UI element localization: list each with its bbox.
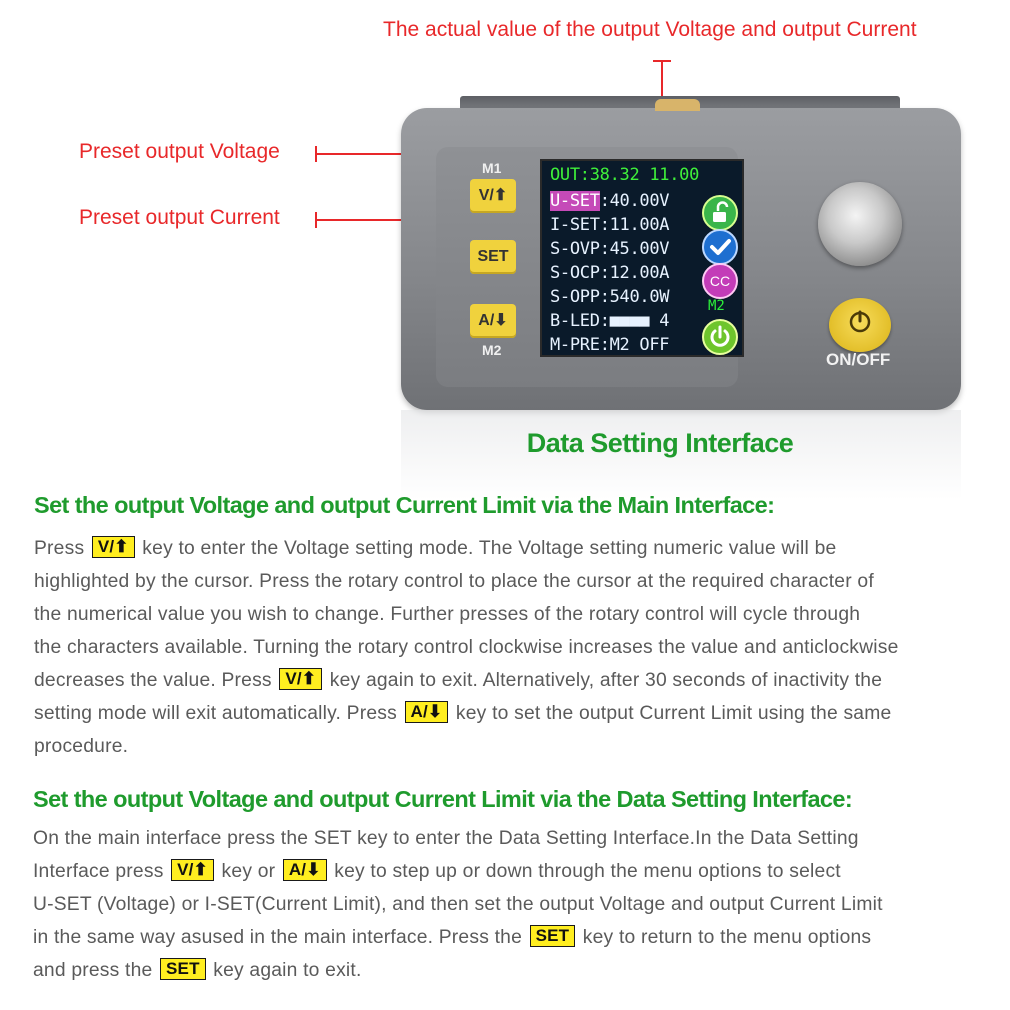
lcd-screen [540, 159, 744, 357]
text: key or [216, 861, 281, 882]
section1-heading: Set the output Voltage and output Current Limit via the Main Interface: [34, 492, 775, 518]
text: key again to exit. [207, 960, 362, 981]
set-key[interactable]: SET [470, 240, 516, 274]
text: key to return to the menu options [577, 927, 872, 948]
section1-line-2: highlighted by the cursor. Press the rotary control to place the cursor at the required character of [34, 571, 874, 592]
screen-row-value: :M2 OFF [599, 335, 670, 355]
figure-caption: Data Setting Interface [526, 428, 794, 458]
screen-row-value: :11.00A [599, 215, 670, 235]
screen-row-label: M-PRE [550, 335, 600, 355]
m1-label: M1 [482, 160, 502, 176]
v-up-key-badge: V/⬆ [279, 668, 322, 690]
screen-output-readout: OUT:38.32 11.00 [550, 165, 700, 185]
screen-row-label: S-OPP [550, 287, 600, 307]
rotary-control-knob[interactable] [818, 182, 902, 266]
annotation-actual-value: The actual value of the output Voltage and output Current [383, 18, 917, 41]
annotation-preset-voltage: Preset output Voltage [79, 140, 280, 163]
section2-line-4 [33, 921, 883, 954]
annotation-preset-current: Preset output Current [79, 206, 280, 229]
v-up-key[interactable]: V/⬆ [470, 179, 516, 213]
screen-row-s-opp [550, 287, 669, 307]
screen-row-value: :45.00V [599, 239, 670, 259]
section1-line-1 [34, 532, 899, 565]
screen-row-i-set [550, 215, 669, 235]
section1-line-5 [34, 664, 899, 697]
screen-row-m-pre [550, 335, 669, 355]
v-up-key-badge: V/⬆ [171, 859, 214, 881]
section2-line-3: U-SET (Voltage) or I-SET(Current Limit), and then set the output Voltage and output Current Limit [33, 894, 883, 915]
a-down-key-badge: A/⬇ [283, 859, 327, 881]
check-icon [702, 229, 738, 265]
screen-row-u-set [550, 191, 669, 211]
v-up-key-badge: V/⬆ [92, 536, 135, 558]
set-key-badge: SET [530, 925, 576, 947]
screen-row-b-led [550, 311, 669, 331]
section2-line-5 [33, 954, 883, 987]
text: and press the [33, 960, 158, 981]
text: Interface press [33, 861, 170, 882]
a-down-key-badge: A/⬇ [405, 701, 449, 723]
screen-row-s-ovp [550, 239, 669, 259]
section2-line-2 [33, 855, 883, 888]
unlock-icon [702, 195, 738, 231]
screen-row-label: I-SET [550, 215, 600, 235]
screen-row-value: :540.0W [599, 287, 670, 307]
section2-heading: Set the output Voltage and output Current Limit via the Data Setting Interface: [33, 786, 853, 812]
text: key to step up or down through the menu options to select [328, 861, 841, 882]
screen-row-label: S-OVP [550, 239, 600, 259]
screen-row-label: S-OCP [550, 263, 600, 283]
text: setting mode will exit automatically. Press [34, 703, 403, 724]
screen-row-value: :■■■■ 4 [599, 311, 670, 331]
set-key-badge: SET [160, 958, 206, 980]
m2-indicator: M2 [708, 298, 725, 314]
screen-row-label: U-SET [550, 191, 600, 211]
section2-line-1: On the main interface press the SET key to enter the Data Setting Interface.In the Data Setting [33, 828, 859, 849]
power-button-icon [847, 308, 873, 334]
section1-line-7: procedure. [34, 736, 129, 757]
section1-line-3: the numerical value you wish to change. Further presses of the rotary control will cycle through [34, 604, 861, 625]
text: key again to exit. Alternatively, after 30 seconds of inactivity the [324, 670, 883, 691]
section1-line-4: the characters available. Turning the rotary control clockwise increases the value and anticlockwise [34, 637, 899, 658]
device-label-sticker [655, 99, 700, 111]
screen-row-label: B-LED [550, 311, 600, 331]
text: key to set the output Current Limit using the same [450, 703, 892, 724]
text: decreases the value. Press [34, 670, 278, 691]
section1-paragraph [34, 532, 899, 763]
m2-label: M2 [482, 342, 502, 358]
text: key to enter the Voltage setting mode. The Voltage setting numeric value will be [136, 538, 837, 559]
text: Press [34, 538, 90, 559]
screen-row-value: :40.00V [599, 191, 670, 211]
a-down-key[interactable]: A/⬇ [470, 304, 516, 338]
section1-line-6 [34, 697, 899, 730]
on-off-label: ON/OFF [826, 350, 891, 369]
screen-row-value: :12.00A [599, 263, 670, 283]
screen-row-s-ocp [550, 263, 669, 283]
section2-paragraph [33, 822, 883, 987]
power-icon [702, 319, 738, 355]
text: in the same way asused in the main interface. Press the [33, 927, 528, 948]
cc-icon: CC [702, 263, 738, 299]
